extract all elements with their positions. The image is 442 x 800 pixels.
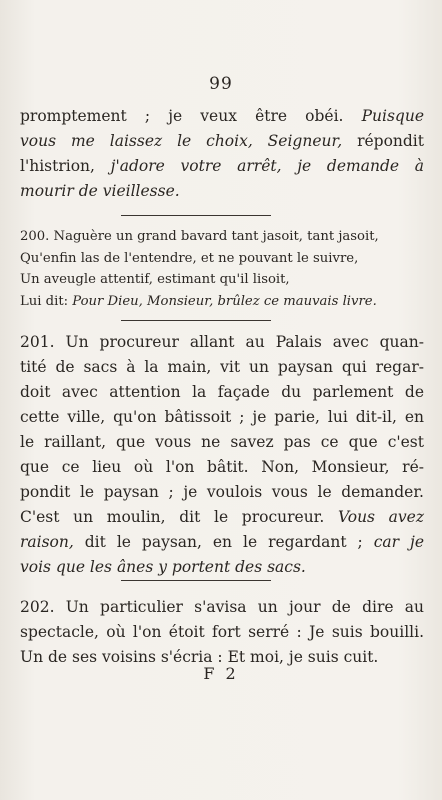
text-line — [20, 154, 424, 179]
text-line — [20, 226, 424, 248]
text-line — [20, 405, 424, 430]
italic-run: Vous avez — [337, 508, 424, 526]
italic-run: raison, — [20, 533, 74, 551]
section-divider-3 — [121, 580, 271, 581]
text-run: répondit — [342, 132, 424, 150]
text-line — [20, 530, 424, 555]
paragraph-anecdote-199-end — [20, 104, 424, 204]
text-run: que ce lieu où l'on bâtit. Non, Monsieur, ré- — [20, 458, 424, 476]
text-run: promptement ; je veux être obéi. — [20, 107, 362, 125]
text-line — [20, 455, 424, 480]
text-line — [20, 269, 424, 291]
text-line — [20, 330, 424, 355]
text-line — [20, 380, 424, 405]
text-line — [20, 291, 424, 313]
italic-run: car je — [373, 533, 424, 551]
printer-signature-mark: F 2 — [203, 664, 239, 683]
text-line — [20, 480, 424, 505]
text-line — [20, 620, 424, 645]
text-line — [20, 355, 424, 380]
paragraph-anecdote-201 — [20, 330, 424, 580]
text-run: 201. Un procureur allant au Palais avec quan- — [20, 333, 424, 351]
section-divider-1 — [121, 215, 271, 216]
text-run: le raillant, que vous ne savez pas ce que c'est — [20, 433, 424, 451]
text-line — [20, 555, 424, 580]
text-line — [20, 248, 424, 270]
text-line — [20, 595, 424, 620]
verse-anecdote-200 — [20, 226, 424, 312]
text-run: l'histrion, — [20, 157, 111, 175]
text-line — [20, 129, 424, 154]
page-number: 99 — [209, 74, 233, 94]
text-run: 200. Naguère un grand bavard tant jasoit, tant jasoit, — [20, 229, 379, 244]
text-run: dit le paysan, en le regardant ; — [73, 533, 374, 551]
italic-run: mourir de vieillesse. — [20, 182, 180, 200]
italic-run: j'adore votre arrêt, je demande à — [110, 157, 424, 175]
text-line — [20, 179, 424, 204]
text-run: Qu'enfin las de l'entendre, et ne pouvant le suivre, — [20, 250, 359, 266]
italic-run: vois que les ânes y portent des sacs. — [20, 558, 306, 576]
text-line — [20, 505, 424, 530]
text-run: 202. Un particulier s'avisa un jour de dire au — [20, 598, 424, 616]
text-run: C'est un moulin, dit le procureur. — [20, 508, 338, 526]
text-run: spectacle, où l'on étoit fort serré : Je suis bouilli. — [20, 623, 424, 641]
section-divider-2 — [121, 320, 271, 321]
text-run: doit avec attention la façade du parlement de — [20, 383, 424, 401]
italic-run: Pour Dieu, Monsieur, brûlez ce mauvais livre. — [72, 293, 377, 309]
text-line — [20, 430, 424, 455]
paragraph-anecdote-202 — [20, 595, 424, 670]
text-run: Un aveugle attentif, estimant qu'il lisoit, — [20, 272, 290, 287]
text-run: Un de ses voisins s'écria : Et moi, je suis cuit. — [20, 648, 379, 666]
text-run: cette ville, qu'on bâtissoit ; je parie, lui dit-il, en — [20, 408, 424, 426]
italic-run: Puisque — [361, 107, 424, 125]
italic-run: vous me laissez le choix, Seigneur, — [20, 132, 343, 150]
text-line — [20, 104, 424, 129]
text-run: Lui dit: — [20, 293, 73, 309]
text-run: pondit le paysan ; je voulois vous le demander. — [20, 483, 424, 501]
text-run: tité de sacs à la main, vit un paysan qui regar- — [20, 358, 424, 376]
